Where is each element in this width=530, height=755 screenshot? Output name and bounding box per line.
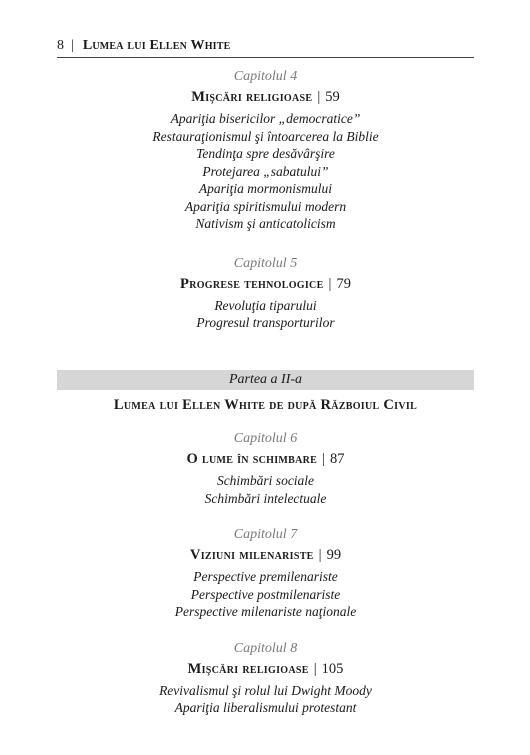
section-item[interactable]: Revoluţia tiparului: [214, 297, 317, 313]
part-label-band: Partea a II-a: [57, 370, 474, 390]
section-item[interactable]: Progresul transporturilor: [196, 315, 335, 330]
section-item[interactable]: Schimbări intelectuale: [204, 490, 327, 506]
part-title[interactable]: Lumea lui Ellen White de după Războiul Civil: [113, 397, 418, 413]
section-item[interactable]: Perspective premilenariste: [193, 569, 338, 584]
running-title: Lumea lui Ellen White: [82, 38, 231, 53]
chapter-title: Mişcări religioase: [191, 89, 313, 105]
section-item[interactable]: Perspective milenariste naţionale: [174, 604, 357, 619]
toc-chapter: [57, 255, 474, 332]
chapter-title: O lume în schimbare: [186, 451, 318, 467]
chapter-label: Capitolul 5: [233, 255, 298, 271]
toc-chapter: [57, 430, 474, 507]
chapter-page: 59: [325, 89, 340, 105]
section-item[interactable]: Apariţia mormonismului: [198, 181, 333, 196]
chapter-heading[interactable]: [57, 545, 474, 565]
section-item[interactable]: Apariţia spiritismului modern: [184, 198, 347, 214]
chapter-separator: |: [313, 660, 317, 677]
toc-chapter: [57, 526, 474, 621]
chapter-heading[interactable]: [57, 659, 474, 679]
chapter-page: 99: [326, 547, 342, 563]
chapter-title: Progrese tehnologice: [180, 275, 324, 292]
section-item[interactable]: Perspective postmilenariste: [190, 586, 341, 602]
section-item[interactable]: Nativism şi anticatolicism: [195, 216, 336, 231]
chapter-heading[interactable]: [57, 449, 474, 469]
chapter-title: Viziuni milenariste: [189, 547, 314, 563]
toc-part-1: [57, 68, 474, 354]
section-item[interactable]: Schimbări sociale: [216, 473, 315, 488]
chapter-separator: |: [317, 89, 321, 105]
chapter-separator: |: [318, 547, 322, 563]
chapter-heading[interactable]: [57, 274, 474, 294]
section-item[interactable]: Apariţia liberalismului protestant: [174, 700, 357, 715]
running-header: [57, 37, 474, 58]
chapter-label: Capitolul 4: [233, 69, 298, 84]
section-item[interactable]: Tendinţa spre desăvârşire: [196, 146, 335, 161]
section-item[interactable]: Apariţia bisericilor „democratice”: [170, 111, 361, 126]
chapter-label: Capitolul 8: [233, 640, 298, 656]
chapter-separator: |: [322, 451, 326, 467]
section-item[interactable]: Protejarea „sabatului”: [202, 163, 329, 179]
chapter-heading[interactable]: [57, 87, 474, 107]
toc-chapter: [57, 68, 474, 233]
toc-part-2: [57, 430, 474, 736]
section-item[interactable]: Restauraţionismul şi întoarcerea la Biblie: [152, 128, 379, 144]
chapter-page: 87: [330, 451, 345, 467]
chapter-page: 105: [321, 660, 344, 677]
chapter-title: Mişcări religioase: [187, 660, 309, 677]
page-number: 8: [57, 38, 64, 53]
section-item[interactable]: Revivalismul şi rolul lui Dwight Moody: [159, 682, 372, 698]
chapter-separator: |: [328, 275, 332, 292]
toc-chapter: [57, 640, 474, 717]
chapter-label: Capitolul 6: [233, 431, 298, 446]
chapter-label: Capitolul 7: [233, 527, 298, 542]
header-separator: |: [71, 38, 74, 53]
chapter-page: 79: [336, 275, 351, 292]
